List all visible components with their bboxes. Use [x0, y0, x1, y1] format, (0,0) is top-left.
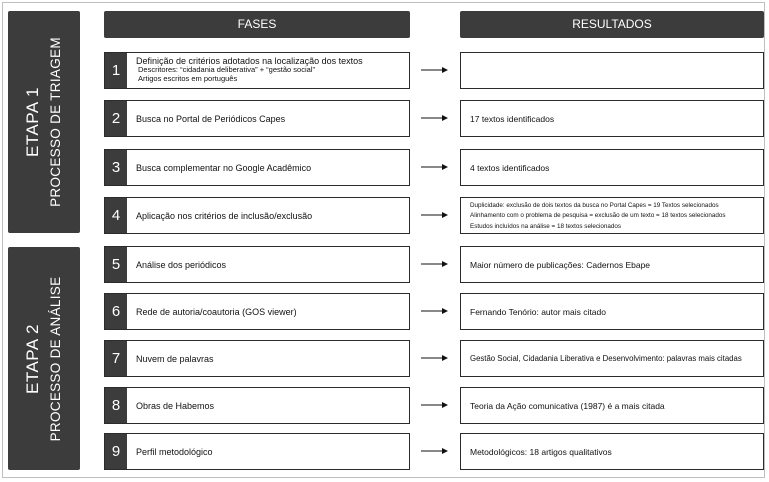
phase-label-4: Aplicação nos critérios de inclusão/exclusão: [136, 210, 313, 221]
stage-2-subtitle: PROCESSO DE ANÁLISE: [48, 276, 63, 441]
stage-2-title: ETAPA 2: [23, 323, 42, 394]
result-box-7: [460, 340, 764, 377]
result-line-4c: Estudos incluídos na análise = 18 textos selecionados: [470, 222, 622, 230]
phase-number-6: 6: [105, 294, 127, 329]
result-box-9: [460, 433, 764, 470]
phases-header: FASES: [104, 11, 410, 38]
result-label-7: Gestão Social, Cidadania Liberativa e Desenvolvimento: palavras mais citadas: [470, 354, 742, 363]
result-label-2: 17 textos identificados: [470, 113, 555, 124]
phase-box-3: [104, 149, 410, 186]
arrow-right-icon: [421, 307, 448, 315]
phase-label-8: Obras de Habemos: [136, 400, 215, 411]
result-box-3: [460, 149, 764, 186]
result-box-1: [460, 52, 764, 89]
arrow-right-icon: [421, 114, 448, 122]
phase-box-9: [104, 433, 410, 470]
phase-detail-1a: Descritores: “cidadania deliberativa” + “gestão social”: [138, 65, 315, 74]
phase-box-2: [104, 100, 410, 137]
result-box-4: [460, 197, 764, 234]
phase-box-6: [104, 293, 410, 330]
phase-number-2: 2: [105, 101, 127, 136]
results-header: RESULTADOS: [460, 11, 764, 38]
phase-label-2: Busca no Portal de Periódicos Capes: [136, 113, 286, 124]
phase-number-8: 8: [105, 388, 127, 423]
phase-label-5: Análise dos periódicos: [136, 259, 227, 270]
result-box-6: [460, 293, 764, 330]
phase-box-5: [104, 246, 410, 283]
stage-1-bar: [8, 11, 80, 233]
phase-label-1: Definição de critérios adotados na localização dos textos: [136, 56, 363, 66]
phase-number-5: 5: [105, 247, 127, 282]
phase-box-7: [104, 340, 410, 377]
result-label-5: Maior número de publicações: Cadernos Ebape: [470, 259, 651, 270]
stage-1-subtitle: PROCESSO DE TRIAGEM: [48, 37, 63, 207]
arrow-right-icon: [421, 447, 448, 455]
result-label-6: Fernando Tenório: autor mais citado: [470, 306, 606, 317]
result-text-4: [470, 201, 761, 232]
phase-number-7: 7: [105, 341, 127, 376]
result-line-4a: Duplicidade: exclusão de dois textos da busca no Portal Capes = 19 Textos selecionados: [470, 202, 719, 209]
stage-2-text: [23, 276, 65, 441]
result-box-8: [460, 387, 764, 424]
stage-1-title: ETAPA 1: [23, 87, 42, 157]
result-box-2: [460, 100, 764, 137]
phase-label-7: Nuvem de palavras: [136, 353, 214, 364]
arrow-right-icon: [421, 211, 448, 219]
result-label-1: [470, 53, 759, 88]
result-label-3: 4 textos identificados: [470, 162, 550, 173]
phase-number-9: 9: [105, 434, 127, 469]
stage-2-bar: [8, 247, 80, 470]
arrow-right-icon: [421, 260, 448, 268]
phase-box-1: [104, 52, 410, 89]
phase-label-9: Perfil metodológico: [136, 446, 213, 457]
arrow-right-icon: [421, 163, 448, 171]
phase-label-6: Rede de autoria/coautoria (GOS viewer): [136, 306, 297, 317]
phase-number-4: 4: [105, 198, 127, 233]
phase-box-8: [104, 387, 410, 424]
phase-text-1: [136, 56, 405, 83]
phase-number-1: 1: [105, 53, 127, 88]
phase-label-3: Busca complementar no Google Acadêmico: [136, 162, 312, 173]
result-line-4b: Alinhamento com o problema de pesquisa = exclusão de um texto = 18 textos selecionados: [470, 212, 726, 220]
arrow-right-icon: [421, 354, 448, 362]
phase-number-3: 3: [105, 150, 127, 185]
stage-1-text: [23, 37, 65, 207]
result-label-9: Metodológicos: 18 artigos qualitativos: [470, 446, 612, 457]
result-label-8: Teoria da Ação comunicativa (1987) é a mais citada: [470, 400, 665, 411]
phase-detail-1b: Artigos escritos em português: [138, 73, 238, 83]
arrow-right-icon: [421, 66, 448, 74]
result-box-5: [460, 246, 764, 283]
arrow-right-icon: [421, 401, 448, 409]
phase-box-4: [104, 197, 410, 234]
